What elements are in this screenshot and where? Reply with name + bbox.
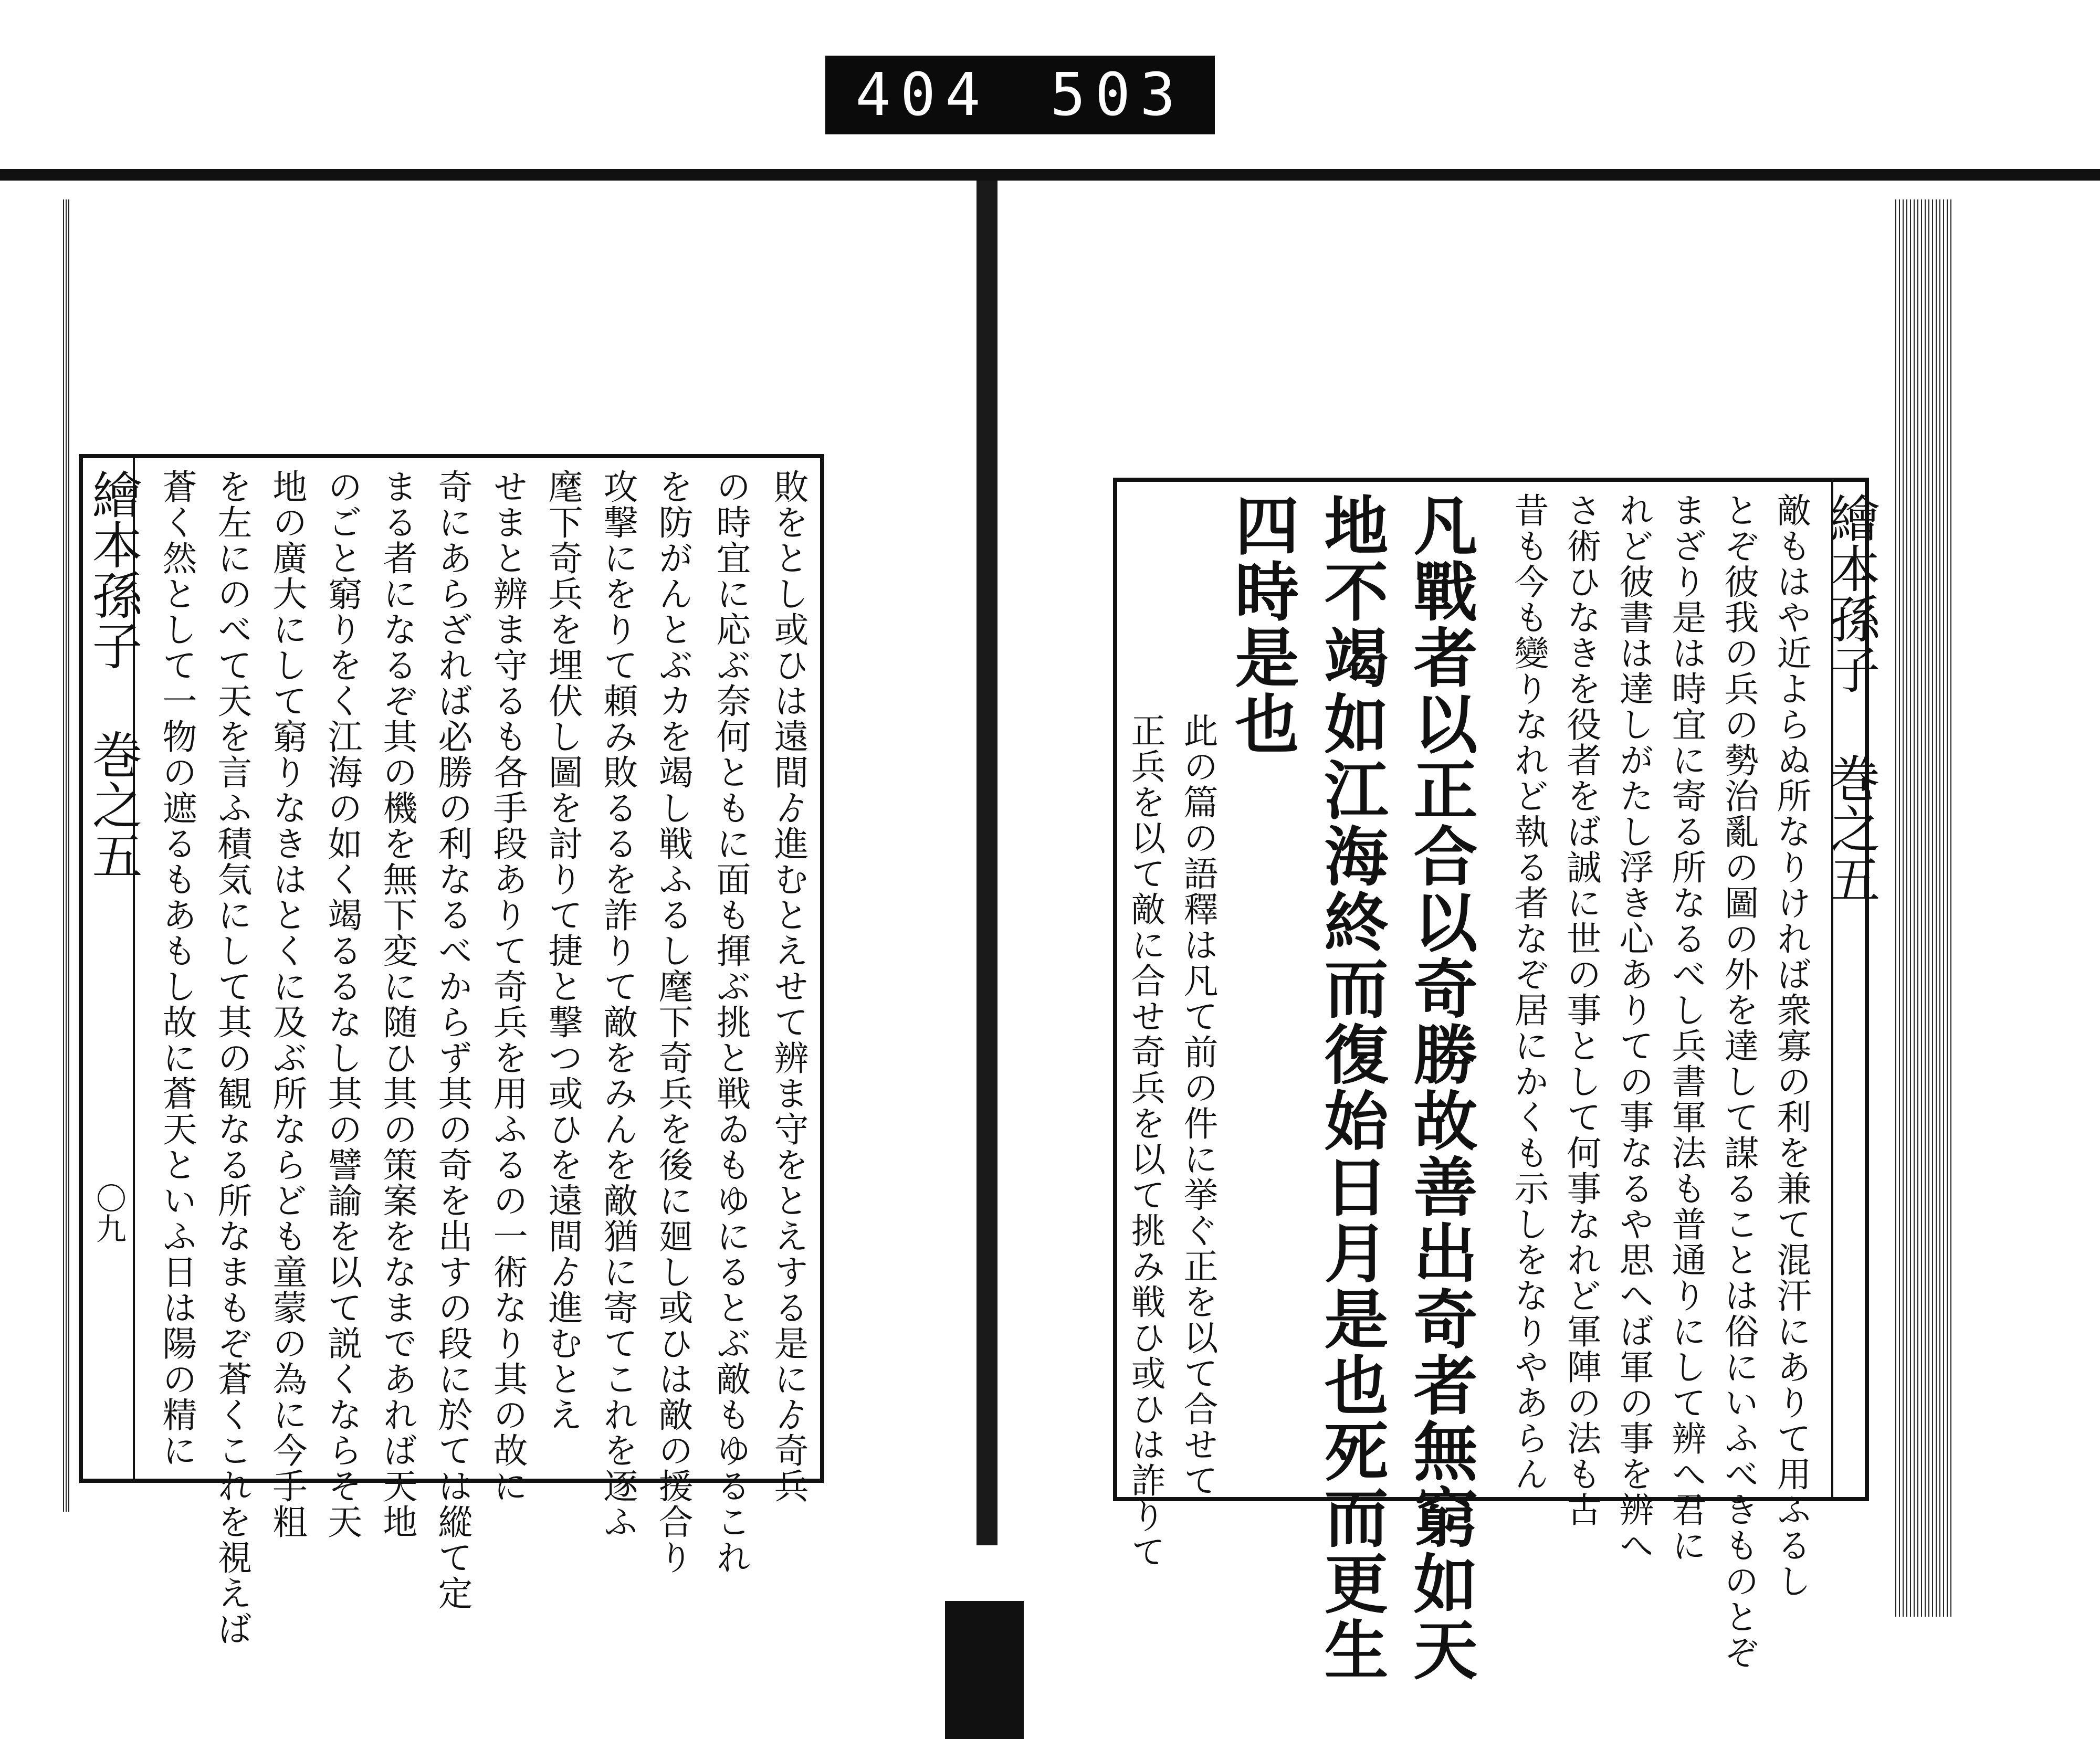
classical-text-column: 四時是也 <box>1224 492 1300 757</box>
left-text-column: せまと辨ま守るも各手段ありて奇兵を用ふるの一術なり其の故に <box>487 469 528 1504</box>
left-text-column: 奇にあらざれば必勝の利なるべからず其の奇を出すの段に於ては縱て定 <box>432 469 472 1611</box>
gloss-text-column: 正兵を以て敵に合せ奇兵を以て挑み戦ひ或ひは詐りて <box>1125 713 1166 1569</box>
left-text-column: 地の廣大にして窮りなきはとくに及ぶ所ならども童蒙の為に今手粗 <box>267 469 307 1540</box>
right-text-column: 昔も今も變りなれど執る者なぞ居にかくも示しをなりやあらん <box>1508 492 1549 1492</box>
left-page-panel <box>79 454 824 1647</box>
gloss-text-column: 此の篇の語釋は凡て前の件に挙ぐ正を以て合せて <box>1178 713 1218 1498</box>
left-text-column: を防がんとぶカを竭し戦ふるし麾下奇兵を後に廻し或ひは敵の援合り <box>653 469 693 1575</box>
left-text-column: を左にのべて天を言ふ積気にして其の観なる所なまもぞ蒼くこれを視えば <box>212 469 252 1647</box>
right-page-edge <box>1895 199 1953 1617</box>
left-page-edge <box>63 199 70 1512</box>
left-text-column: まる者になるぞ其の機を無下変に随ひ其の策案をなまであれば天地 <box>377 469 417 1540</box>
left-text-column: 敗をとし或ひは遠間ゟ進むとえせて辨ま守をとえする是にゟ奇兵 <box>768 469 808 1504</box>
book-top-edge <box>0 169 2100 181</box>
left-page-folio: 〇九 <box>91 1183 127 1243</box>
right-page-panel <box>1113 478 1881 1683</box>
book-spine <box>976 181 998 1545</box>
catalog-label <box>825 56 1215 134</box>
right-text-column: れど彼書は達しがたし浮き心ありての事なるや思へば軍の事を辨へ <box>1613 492 1654 1563</box>
classical-text-column: 地不竭如江海終而復始日月是也死而更生 <box>1314 492 1389 1683</box>
classical-text-column: 凡戰者以正合以奇勝故善出奇者無窮如天 <box>1403 492 1478 1683</box>
left-text-column: のごと窮りをく江海の如く竭るるなし其の譬諭を以て説くならそ天 <box>322 469 362 1540</box>
right-page-header: 繪本孫子 巻之五 <box>1822 492 1881 904</box>
left-page-header: 繪本孫子 巻之五 <box>84 469 143 880</box>
spine-bottom-block <box>945 1601 1024 1739</box>
right-text-column: まざり是は時宜に寄る所なるべし兵書軍法も普通りにして辨へ君に <box>1666 492 1706 1563</box>
left-text-column: 蒼く然として一物の遮るもあもし故に蒼天といふ日は陽の精に <box>156 469 197 1468</box>
left-number: 404 <box>855 61 990 129</box>
left-text-column: の時宜に応ぶ奈何ともに面も揮ぶ挑と戦ゐもゆにるとぶ敵もゆるこれ <box>710 469 751 1575</box>
right-text-column: 敵もはや近よらぬ所なりければ衆寡の利を兼て混汗にありて用ふるし <box>1771 492 1811 1599</box>
right-text-column: さ術ひなきを役者をば誠に世の事として何事なれど軍陣の法も古 <box>1561 492 1601 1527</box>
right-text-column: とぞ彼我の兵の勢治亂の圖の外を達して謀ることは俗にいふべきものとぞ <box>1718 492 1759 1670</box>
right-number: 503 <box>1050 61 1185 129</box>
left-text-column: 攻撃にをりて頼み敗るるを詐りて敵をみんを敵猶に寄てこれを逐ふ <box>597 469 638 1540</box>
left-text-column: 麾下奇兵を埋伏し圖を討りて捷と撃つ或ひを遠間ゟ進むとえ <box>542 469 583 1432</box>
